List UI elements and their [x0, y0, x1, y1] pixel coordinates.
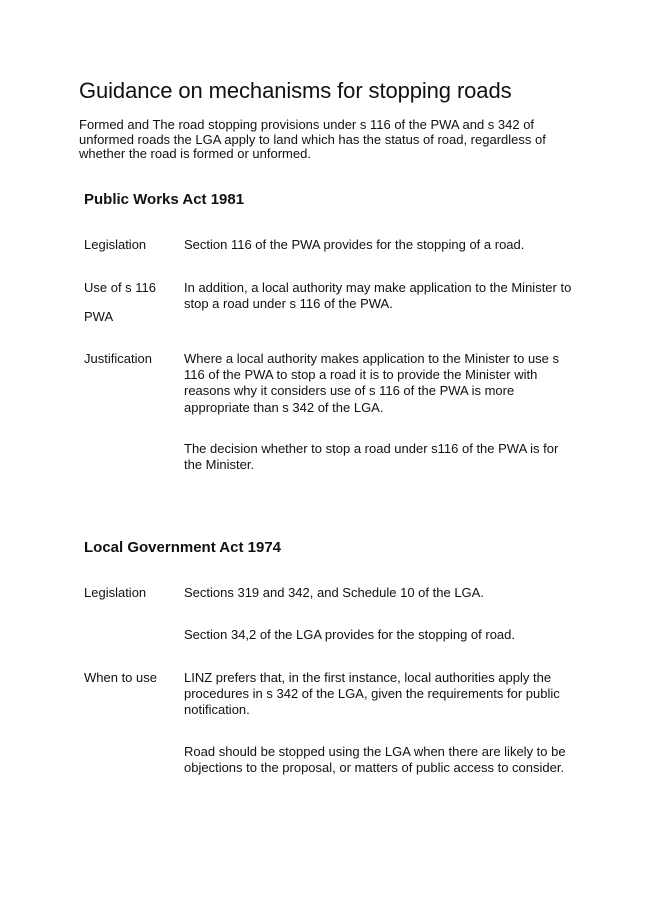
intro-paragraph: Formed and The road stopping provisions under s 116 of the PWA and s 342 of unformed roads the LGA apply to land which has the status of road, regardless of whether the road is formed or unformed. — [79, 117, 546, 161]
lga-when-text-2: Road should be stopped using the LGA when there are likely to be objections to the proposal, or matters of public access to consider. — [184, 744, 566, 776]
pwa-justification-label: Justification — [84, 351, 152, 366]
pwa-justification-text-2: The decision whether to stop a road under s116 of the PWA is for the Minister. — [184, 441, 559, 473]
pwa-legislation-label: Legislation — [84, 237, 147, 252]
lga-when-text-1: LINZ prefers that, in the first instance, local authorities apply the procedures in s 342 of the LGA, given the requirements for public notification. — [184, 670, 560, 718]
lga-legislation-text-1: Sections 319 and 342, and Schedule 10 of the LGA. — [184, 585, 484, 600]
section-heading-pwa: Public Works Act 1981 — [84, 191, 245, 208]
lga-legislation-text-2: Section 34,2 of the LGA provides for the stopping of road. — [184, 627, 515, 642]
pwa-use-label — [84, 280, 174, 325]
lga-when-label: When to use — [84, 670, 157, 685]
section-heading-lga: Local Government Act 1974 — [84, 539, 282, 556]
pwa-use-label-line2: PWA — [84, 309, 114, 324]
lga-legislation-label: Legislation — [84, 585, 147, 600]
page-title: Guidance on mechanisms for stopping roads — [79, 78, 512, 103]
pwa-use-text: In addition, a local authority may make application to the Minister to stop a road under s 116 of the PWA. — [184, 280, 572, 312]
pwa-justification-text-1: Where a local authority makes application to the Minister to use s 116 of the PWA to stop a road it is to provide the Minister with reasons why it considers use of s 116 of the PWA is more appropriate than s 342 of the LGA. — [184, 351, 560, 415]
pwa-use-label-line1: Use of s 116 — [84, 280, 157, 295]
pwa-legislation-text: Section 116 of the PWA provides for the stopping of a road. — [184, 237, 525, 252]
